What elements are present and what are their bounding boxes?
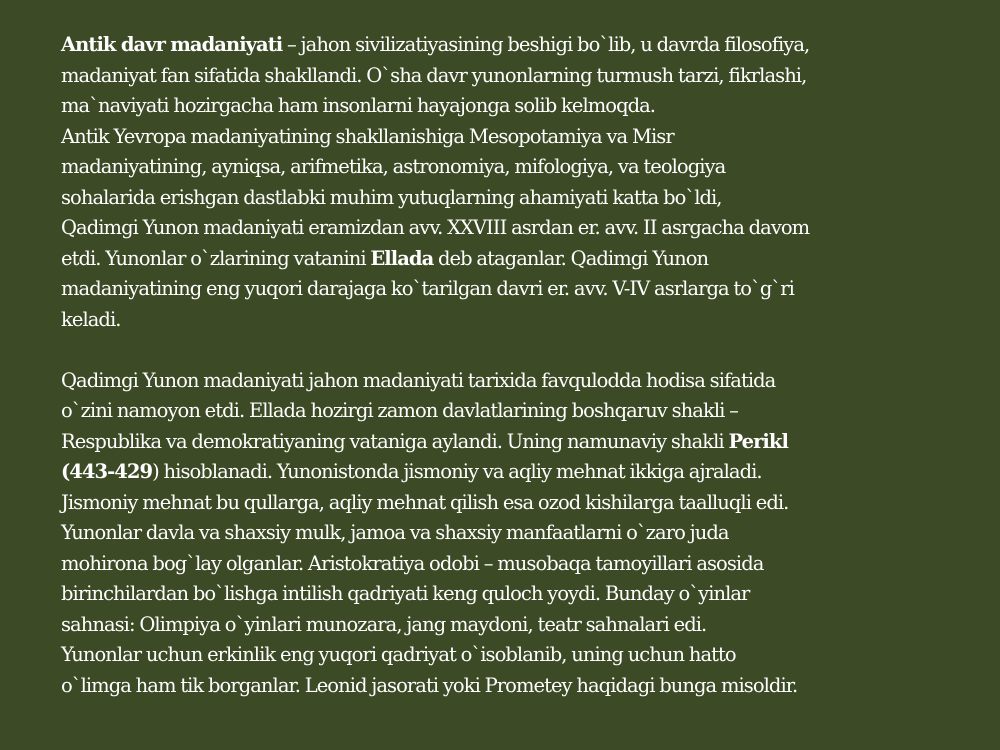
text-line: o`limga ham tik borganlar. Leonid jasorati yoki Prometey haqidagi bunga misoldir. (61, 673, 798, 697)
text-line: Qadimgi Yunon madaniyati eramizdan avv. XXVIII asrdan er. avv. II asrgacha davom (61, 216, 810, 239)
text-line: Antik davr madaniyati – jahon sivilizatiyasining beshigi bo`lib, u davrda filosofiya, (61, 33, 810, 56)
term-ellada: Ellada (370, 246, 434, 270)
text-line: sohalarida erishgan dastlabki muhim yutuqlarning ahamiyati katta bo`ldi, (61, 185, 722, 209)
text-line: birinchilardan bo`lishga intilish qadriyati keng quloch yoydi. Bunday o`yinlar (61, 582, 750, 605)
text-line: keladi. (61, 307, 121, 331)
text-line: mohirona bog`lay olganlar. Aristokratiya odobi – musobaqa tamoyillari asosida (61, 551, 764, 575)
text-line: madaniyatining eng yuqori darajaga ko`tarilgan davri er. avv. V-IV asrlarga to`g`ri (61, 277, 794, 300)
text-body (61, 30, 981, 701)
paragraph-spacer (61, 335, 981, 366)
text-line: Qadimgi Yunon madaniyati jahon madaniyati tarixida favqulodda hodisa sifatida (61, 368, 776, 392)
term-perikl-years: (443-429 (61, 460, 153, 483)
text-line: sahnasi: Olimpiya o`yinlari munozara, jang maydoni, teatr sahnalari edi. (61, 612, 707, 636)
text-line: (443-429) hisoblanadi. Yunonistonda jismoniy va aqliy mehnat ikkiga ajraladi. (61, 460, 762, 483)
text-line: Yunonlar davla va shaxsiy mulk, jamoa va shaxsiy manfaatlarni o`zaro juda (61, 521, 729, 544)
text-line: Jismoniy mehnat bu qullarga, aqliy mehnat qilish esa ozod kishilarga taalluqli edi. (61, 490, 789, 514)
text-line: Yunonlar uchun erkinlik eng yuqori qadriyat o`isoblanib, uning uchun hatto (61, 643, 736, 666)
text-line: Respublika va demokratiyaning vataniga aylandi. Uning namunaviy shakli Perikl (61, 429, 788, 453)
text-line: madaniyat fan sifatida shakllandi. O`sha davr yunonlarning turmush tarzi, fikrlashi, (61, 63, 807, 87)
text-line: ma`naviyati hozirgacha ham insonlarni hayajonga solib kelmoqda. (61, 94, 656, 117)
paragraph-qadimgi-yunon (61, 366, 981, 702)
text-line: madaniyatining, ayniqsa, arifmetika, astronomiya, mifologiya, va teologiya (61, 155, 726, 178)
term-antik-davr: Antik davr madaniyati (61, 33, 283, 56)
text-line: Antik Yevropa madaniyatining shakllanishiga Mesopotamiya va Misr (61, 124, 674, 148)
text-line: etdi. Yunonlar o`zlarining vatanini Ellada deb ataganlar. Qadimgi Yunon (61, 246, 709, 270)
text-line: o`zini namoyon etdi. Ellada hozirgi zamon davlatlarining boshqaruv shakli – (61, 399, 738, 422)
paragraph-antik-davr (61, 30, 981, 335)
term-perikl: Perikl (728, 429, 788, 453)
